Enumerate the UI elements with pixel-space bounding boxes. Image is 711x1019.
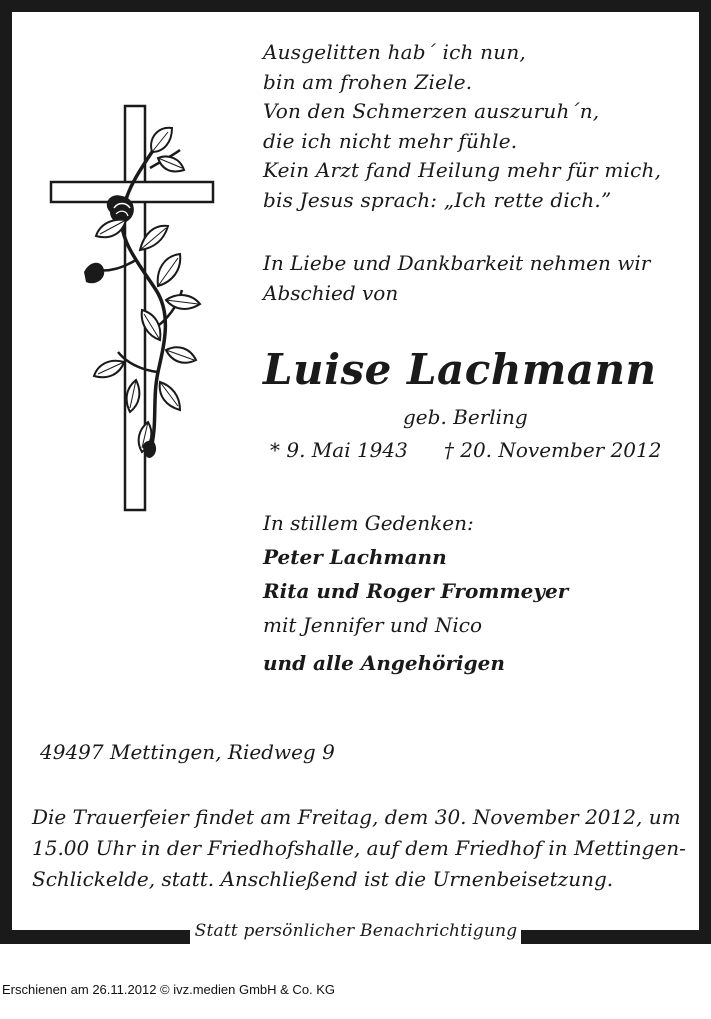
mourner-name: Rita und Roger Frommeyer bbox=[263, 579, 569, 603]
publication-credit: Erschienen am 26.11.2012 © ivz.medien GmbH & Co. KG bbox=[2, 982, 336, 997]
mourners-block bbox=[263, 506, 568, 680]
farewell-line: Abschied von bbox=[263, 280, 399, 305]
service-line: Die Trauerfeier findet am Freitag, dem 30. November 2012, um bbox=[32, 805, 681, 829]
notice-text: Statt persönlicher Benachrichtigung bbox=[194, 921, 518, 941]
mourners-intro: In stillem Gedenken: bbox=[263, 511, 474, 535]
service-info bbox=[32, 802, 686, 895]
poem bbox=[263, 38, 661, 215]
poem-line: Ausgelitten hab´ ich nun, bbox=[263, 40, 526, 64]
address: 49497 Mettingen, Riedweg 9 bbox=[40, 740, 335, 764]
mourners-with: mit Jennifer und Nico bbox=[263, 613, 482, 637]
frame-bottom-border-left bbox=[0, 930, 190, 944]
poem-line: die ich nicht mehr fühle. bbox=[263, 128, 518, 153]
cross-with-rose-icon bbox=[40, 100, 230, 520]
mourners-relatives: und alle Angehörigen bbox=[263, 651, 505, 675]
death-date: † 20. November 2012 bbox=[443, 438, 662, 462]
frame-left-border bbox=[0, 0, 12, 944]
frame-top-border bbox=[0, 0, 711, 12]
farewell-text bbox=[263, 249, 650, 308]
poem-line: Kein Arzt fand Heilung mehr für mich, bbox=[263, 158, 662, 182]
poem-line: bin am frohen Ziele. bbox=[263, 69, 473, 94]
frame-bottom-border-right bbox=[521, 930, 711, 944]
service-line: 15.00 Uhr in der Friedhofshalle, auf dem Friedhof in Mettingen- bbox=[32, 836, 686, 860]
deceased-name: Luise Lachmann bbox=[263, 345, 657, 394]
life-dates bbox=[270, 436, 661, 464]
maiden-name: geb. Berling bbox=[403, 405, 528, 429]
service-line: Schlickelde, statt. Anschließend ist die Urnenbeisetzung. bbox=[32, 867, 614, 891]
farewell-line: In Liebe und Dankbarkeit nehmen wir bbox=[263, 251, 651, 275]
mourner-name: Peter Lachmann bbox=[263, 545, 447, 569]
poem-line: Von den Schmerzen auszuruh´n, bbox=[263, 99, 600, 123]
poem-line: bis Jesus sprach: „Ich rette dich.” bbox=[263, 187, 612, 212]
birth-date: * 9. Mai 1943 bbox=[270, 438, 408, 462]
frame-right-border bbox=[699, 0, 711, 944]
